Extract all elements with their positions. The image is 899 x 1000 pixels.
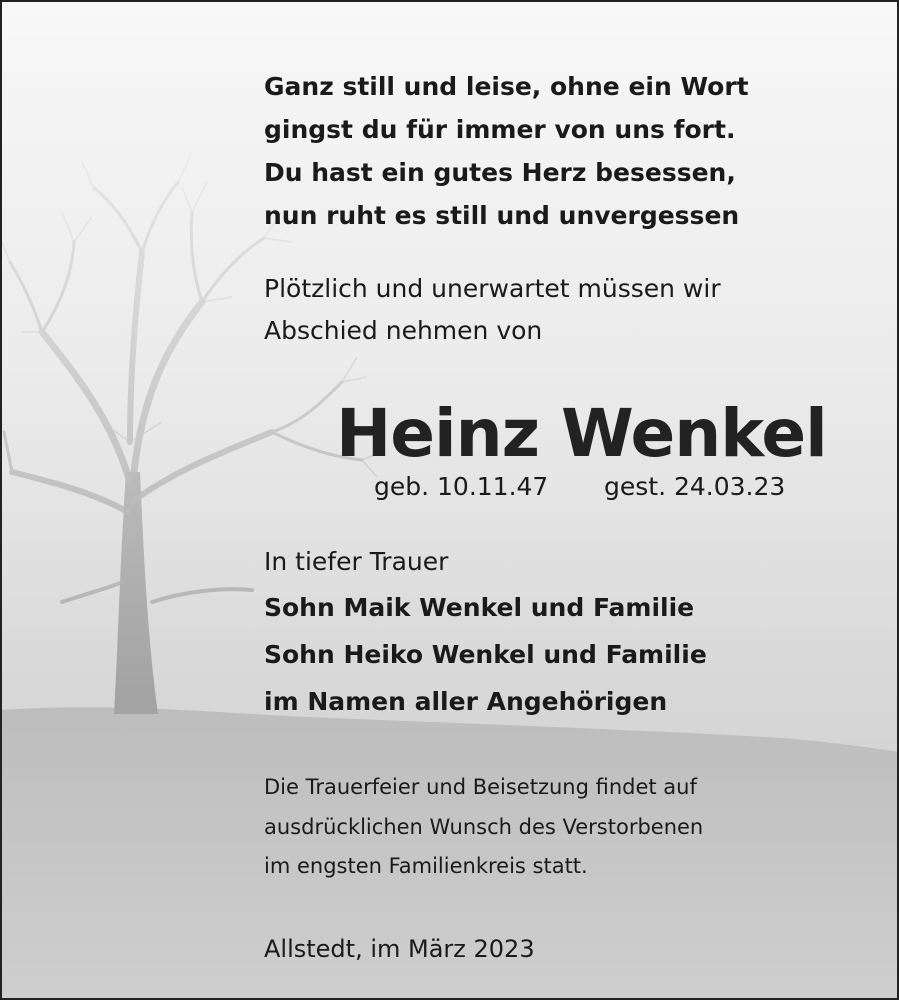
poem-line-4: nun ruht es still und unvergessen xyxy=(264,201,740,230)
intro-line-2: Abschied nehmen von xyxy=(264,316,543,345)
poem-line-1: Ganz still und leise, ohne ein Wort xyxy=(264,72,749,101)
funeral-note-line-3: im engsten Familienkreis statt. xyxy=(264,854,588,878)
place-and-date: Allstedt, im März 2023 xyxy=(264,935,535,963)
mourner-line-2: Sohn Heiko Wenkel und Familie xyxy=(264,640,707,669)
mourner-line-1: Sohn Maik Wenkel und Familie xyxy=(264,593,695,622)
mourner-line-3: im Namen aller Angehörigen xyxy=(264,687,668,716)
funeral-note-line-2: ausdrücklichen Wunsch des Verstorbenen xyxy=(264,815,704,839)
mourners-heading: In tiefer Trauer xyxy=(264,547,449,576)
deceased-name: Heinz Wenkel xyxy=(336,395,827,472)
funeral-note-line-1: Die Trauerfeier und Beisetzung findet auf xyxy=(264,775,697,799)
intro-line-1: Plötzlich und unerwartet müssen wir xyxy=(264,274,721,303)
death-date: gest. 24.03.23 xyxy=(604,472,786,501)
birth-date: geb. 10.11.47 xyxy=(374,472,549,501)
poem-line-3: Du hast ein gutes Herz besessen, xyxy=(264,158,736,187)
foggy-tree-background xyxy=(2,2,899,1000)
poem-line-2: gingst du für immer von uns fort. xyxy=(264,115,736,144)
